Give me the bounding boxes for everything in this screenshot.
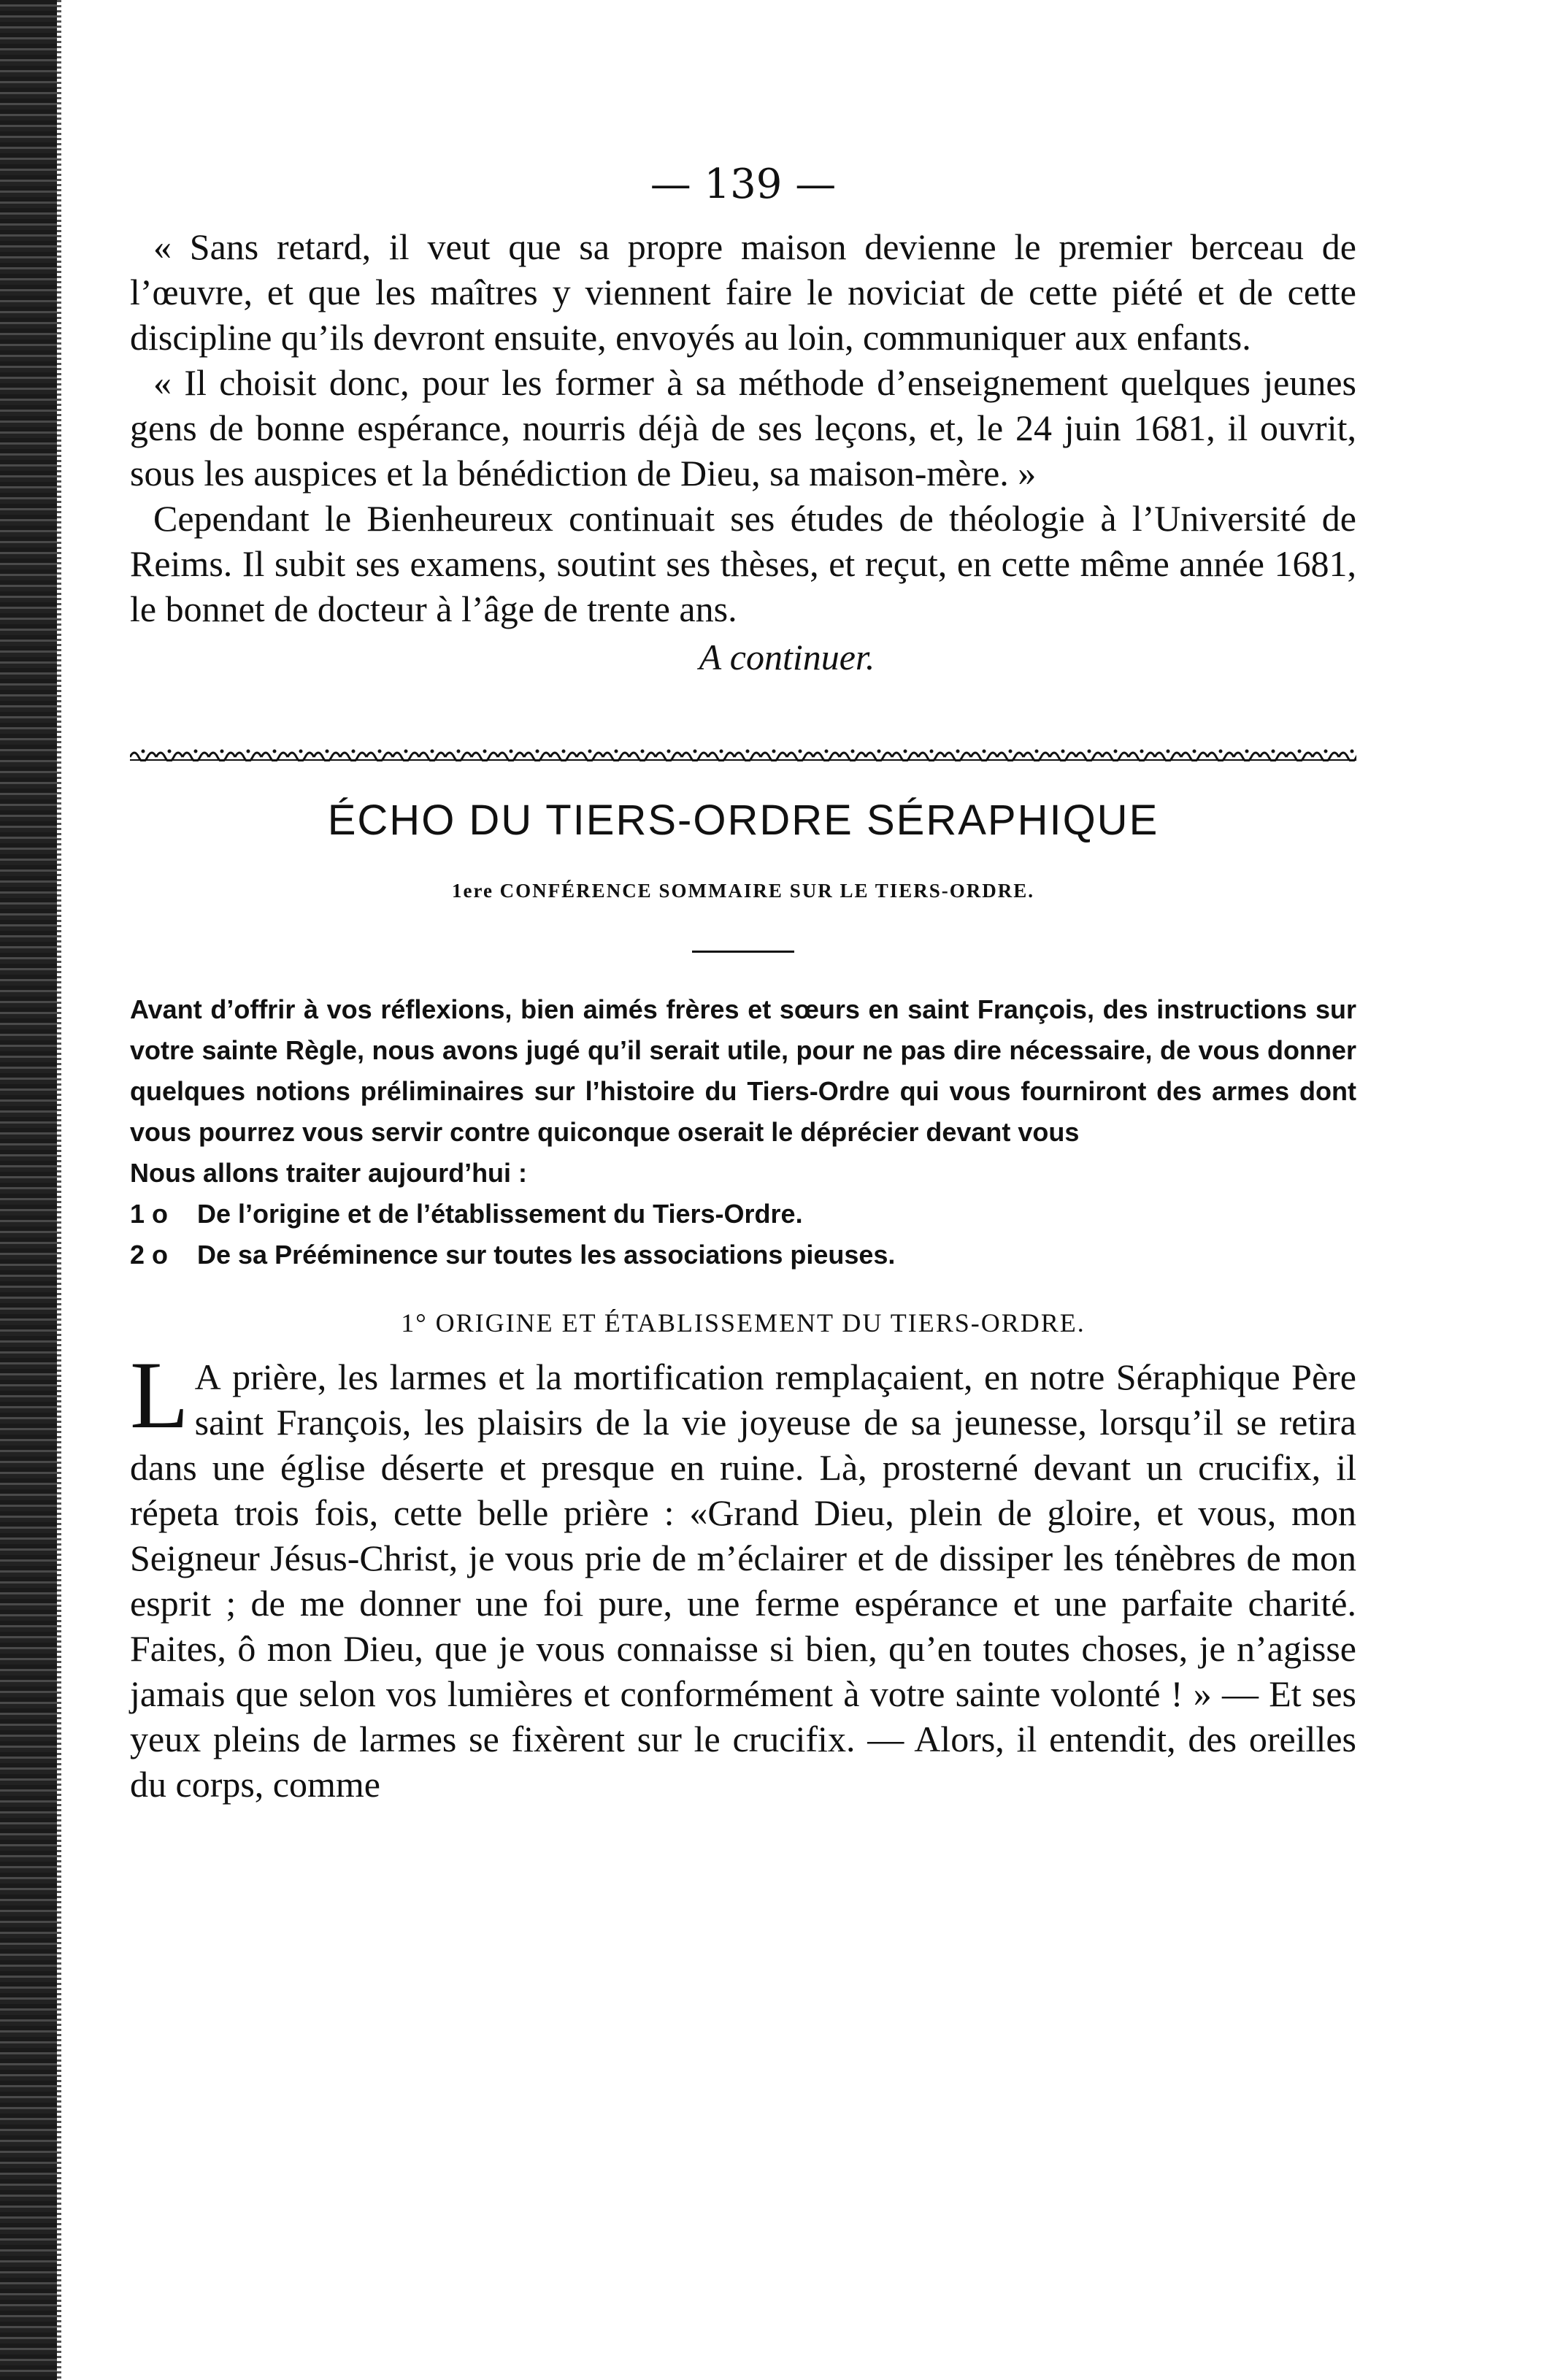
plan-item-text: De sa Prééminence sur toutes les associations pieuses. (197, 1240, 896, 1270)
opening-text (130, 224, 1356, 632)
origin-paragraph-text: prière, les larmes et la mortification remplaçaient, en notre Séraphique Père saint François, les plaisirs de la vie joyeuse de sa jeunesse, lorsqu’il se retira dans une église déserte et presque en ruine. Là, prosterné devant un crucifix, il répeta trois fois, cette belle prière : «Grand Dieu, plein de gloire, et vous, mon Seigneur Jésus-Christ, je vous prie de m’éclairer et de dissiper les ténèbres de mon esprit ; de me donner une foi pure, une ferme espérance et une parfaite charité. Faites, ô mon Dieu, que je vous connaisse si bien, qu’en toutes choses, je n’agisse jamais que selon vos lumières et conformément à votre sainte volonté ! » — Et ses yeux pleins de larmes se fixèrent sur le crucifix. — Alors, il entendit, des oreilles du corps, comme (130, 1356, 1356, 1805)
paragraph-2: « Il choisit donc, pour les former à sa méthode d’enseignement quelques jeunes gens de bonne espérance, nourris déjà de ses leçons, et, le 24 juin 1681, il ouvrit, sous les auspices et la bénédiction de Dieu, sa maison-mère. » (130, 362, 1356, 494)
paragraph-3: Cependant le Bienheureux continuait ses études de théologie à l’Université de Reims. Il subit ses examens, soutint ses thèses, et reçut, en cette même année 1681, le bonnet de docteur à l’âge de trente ans. (130, 498, 1356, 629)
plan-item-number: 1 o (130, 1199, 169, 1229)
plan-item-text: De l’origine et de l’établissement du Tiers-Ordre. (197, 1199, 803, 1229)
page-number: — 139 — (650, 161, 837, 208)
plan-item-number: 2 o (130, 1240, 169, 1270)
divider-rule (692, 951, 794, 953)
conference-subheading: 1ere CONFÉRENCE SOMMAIRE SUR LE TIERS-ORDRE. (451, 880, 1035, 902)
origin-paragraph (130, 1341, 1356, 1807)
paragraph-1: « Sans retard, il veut que sa propre maison devienne le premier berceau de l’œuvre, et que les maîtres y viennent faire le noviciat de cette piété et de cette discipline qu’ils devront ensuite, envoyés au loin, communiquer aux enfants. (130, 226, 1356, 358)
page-content (130, 161, 1356, 1807)
plan-item-2 (130, 1235, 1356, 1275)
decorative-border-ornament (130, 745, 1356, 761)
subsection-title: 1° ORIGINE ET ÉTABLISSEMENT DU TIERS-ORDRE. (401, 1308, 1086, 1337)
continuation-note: A continuer. (699, 637, 875, 677)
plan-intro: Nous allons traiter aujourd’hui : (130, 1158, 528, 1188)
drop-cap-continuation: A (194, 1356, 221, 1397)
plan-item-1 (130, 1194, 1356, 1235)
section-heading: ÉCHO DU TIERS-ORDRE SÉRAPHIQUE (327, 796, 1159, 844)
intro-paragraph: Avant d’offrir à vos réflexions, bien aimés frères et sœurs en saint François, des instructions sur votre sainte Règle, nous avons jugé qu’il serait utile, pour ne pas dire nécessaire, de vous donner quelques notions préliminaires sur l’histoire du Tiers-Ordre qui vous fourniront des armes dont vous pourrez vous servir contre quiconque oserait le déprécier devant vous (130, 994, 1356, 1147)
drop-cap-letter: L (130, 1341, 189, 1448)
book-binding-edge (0, 0, 57, 2380)
conference-intro (130, 989, 1356, 1275)
